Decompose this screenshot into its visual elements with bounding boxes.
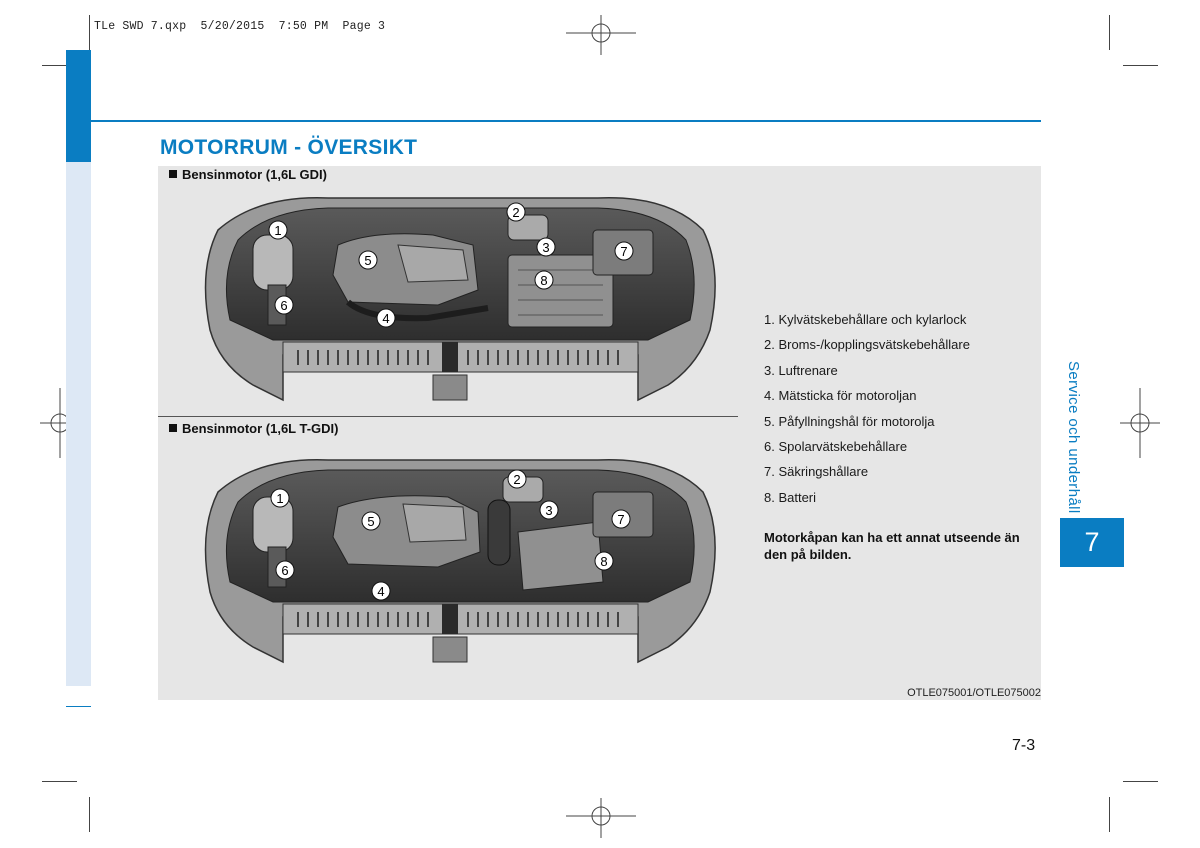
- engine-illustration-tgdi: [198, 452, 722, 670]
- crop-mark: [89, 797, 90, 832]
- section-label-tgdi: [169, 421, 339, 436]
- callout-6: 6: [280, 298, 288, 313]
- engine-cover-note: Motorkåpan kan ha ett annat utseende än den på bilden.: [764, 530, 1020, 562]
- section-label-text: Bensinmotor (1,6L GDI): [182, 167, 327, 182]
- crop-mark: [1109, 797, 1110, 832]
- section-divider: [158, 416, 738, 417]
- chapter-side-title: [1057, 361, 1107, 514]
- legend-item: 1. Kylvätskebehållare och kylarlock: [764, 312, 967, 327]
- crop-mark: [1109, 15, 1110, 50]
- callout-4: 4: [377, 584, 385, 599]
- callout-7: 7: [620, 244, 628, 259]
- image-reference-code: OTLE075001/OTLE075002: [907, 687, 1041, 699]
- callout-7: 7: [617, 512, 625, 527]
- callout-3: 3: [545, 503, 553, 518]
- registration-mark-bottom: [566, 798, 636, 838]
- bullet-square-icon: [169, 424, 177, 432]
- callout-8: 8: [540, 273, 548, 288]
- chapter-number-tab: 7: [1060, 518, 1124, 567]
- component-legend: [764, 307, 970, 510]
- legend-item: 3. Luftrenare: [764, 362, 838, 378]
- header-rule: [91, 120, 1041, 122]
- bullet-square-icon: [169, 170, 177, 178]
- registration-mark-right: [1120, 388, 1160, 458]
- legend-item: 8. Batteri: [764, 489, 817, 505]
- left-accent-bar: [66, 50, 91, 162]
- callout-6: 6: [281, 563, 289, 578]
- crop-mark: [1123, 65, 1158, 66]
- left-bar-rule: [66, 706, 91, 707]
- engine-illustration-gdi: [198, 190, 722, 408]
- page-title: MOTORRUM - ÖVERSIKT: [160, 136, 418, 159]
- callout-5: 5: [364, 253, 372, 268]
- crop-mark: [89, 15, 90, 50]
- chapter-side-title-text: Service och underhåll: [1065, 361, 1082, 514]
- section-label-gdi: [169, 167, 327, 182]
- section-label-text: Bensinmotor (1,6L T-GDI): [182, 421, 339, 436]
- legend-item: 6. Spolarvätskebehållare: [764, 439, 908, 455]
- callout-2: 2: [512, 205, 520, 220]
- callout-5: 5: [367, 514, 375, 529]
- legend-item: 4. Mätsticka för motoroljan: [764, 388, 917, 404]
- crop-mark: [1123, 781, 1158, 782]
- legend-item: 5. Påfyllningshål för motorolja: [764, 413, 935, 429]
- left-side-band: [66, 162, 91, 686]
- callout-2: 2: [513, 472, 521, 487]
- page-number: 7-3: [1012, 737, 1036, 754]
- callout-4: 4: [382, 311, 390, 326]
- callout-3: 3: [542, 240, 550, 255]
- callout-8: 8: [600, 554, 608, 569]
- registration-mark-top: [566, 15, 636, 55]
- legend-item: 2. Broms-/kopplingsvätskebehållare: [764, 337, 970, 353]
- callout-1: 1: [274, 223, 282, 238]
- legend-item: 7. Säkringshållare: [764, 464, 869, 480]
- callout-1: 1: [276, 491, 284, 506]
- print-slug: TLe SWD 7.qxp 5/20/2015 7:50 PM Page 3: [94, 20, 386, 33]
- crop-mark: [42, 781, 77, 782]
